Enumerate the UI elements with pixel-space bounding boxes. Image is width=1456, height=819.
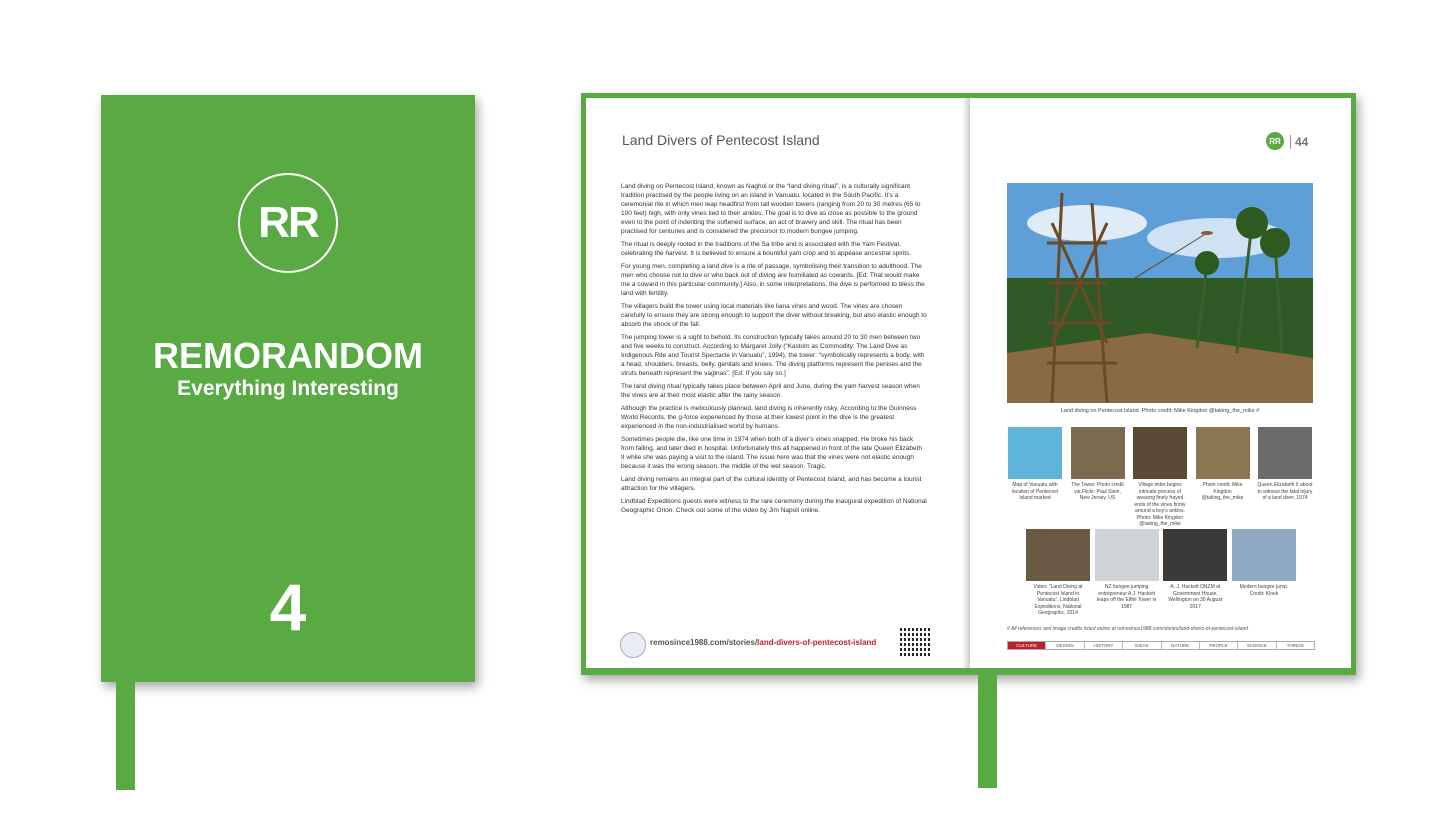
thumbnail[interactable] [1257,427,1313,528]
paragraph: The land diving ritual typically takes place between April and June, during the yam harvest season when the vines are at their most elastic after the rainy season. [621,383,920,399]
paragraph: The ritual is deeply rooted in the traditions of the Sa tribe and is associated with the Yam Festival, celebrating the harvest. It is believed to ensure a bountiful yam crop and to appease ancestral spirits. [621,241,912,257]
paragraph: Lindblad Expeditions guests were witness to the rare ceremony during the inaugural expedition of National Geographic Orion. Check out some of the video by Jim Napoli online. [621,498,927,514]
thumbnail-row [1026,529,1296,617]
article-body [621,182,927,519]
magazine-subtitle: Everything Interesting [177,377,399,400]
thumbnail-caption: Queen Elizabeth II about to witness the fatal injury of a land diver, 1974 [1257,482,1313,501]
category-tab-nature[interactable]: NATURE [1162,642,1200,649]
category-tab-history[interactable]: HISTORY [1085,642,1123,649]
brand-logo: RR [1266,132,1284,150]
category-tab-ideas[interactable]: IDEAS [1123,642,1161,649]
thumbnail-caption: NZ bungee jumping entrepreneur A.J. Hackett leaps off the Eiffel Tower in 1987 [1096,584,1157,610]
paragraph: Land diving remains an integral part of the cultural identity of Pentecost Island, and has become a tourist attraction for the villagers. [621,476,922,492]
photo-thumbnail [1095,529,1159,581]
paragraph: Although the practice is meticulously planned, land diving is inherently risky. According to the Guinness World Records, the g-force experienced by those at their lowest point in the dive is the greatest experienced in the non-industrialised world by humans. [621,405,917,430]
thumbnail-caption: Video: “Land Diving at Pentecost Island in Vanuatu”, Lindblad Expeditions, National Geographic, 2014 [1033,584,1083,616]
url-base: remosince1988.com/stories/ [650,638,758,647]
paragraph: Sometimes people die, like one time in 1974 when both of a diver’s vines snapped. He broke his back from falling, and later died in hospital. Unfortunately this all happened in front of the late Queen Elizabeth II while she was paying a visit to the island. The issue here was that the vines were not elastic enough because it was the wrong season, the middle of the wet season. Tragic. [621,436,922,470]
paragraph: The jumping tower is a sight to behold. Its construction typically takes around 20 to 30 men between two and five weeks to construct. According to Margaret Jolly (“Kastom as Commodity: The Land Dive as Indigenous Rite and Tourist Spectacle in Vanuatu”, 1994), the tower: “symbolically represents a body, with a head, shoulders, breasts, belly, genitals and knees. The diving platforms represent the penises and the struts beneath represent the vaginas”. [Ed: If you say so.] [621,334,925,377]
bookmark-ribbon [978,668,997,788]
thumbnail[interactable] [1195,427,1251,528]
paragraph: Land diving on Pentecost Island, known as Naghol or the “land diving ritual”, is a culturally significant tradition practised by the people living on an island in Vanuatu, located in the South Pacific. It’s a ceremonial rite in which men leap headfirst from tall wooden towers (ranging from 20 to 30 metres (65 to 100 feet) high, with only vines tied to their ankles. The goal is to dive as close as possible to the ground even to the point of indenting the softened surface, an act of bravery and skill. The ritual has been practised for centuries and is considered the precursor to modern bungee jumping. [621,183,921,235]
issue-number: 4 [269,570,307,644]
brand-logo: RR [238,173,338,273]
thumbnail-caption: Map of Vanuatu with location of Pentecost Island marked [1011,482,1059,501]
mascot-icon [620,632,646,658]
url-slug: land-divers-of-pentecost-island [757,638,877,647]
story-url[interactable] [650,638,876,647]
category-tab-people[interactable]: PEOPLE [1200,642,1238,649]
category-tab-design[interactable]: DESIGN [1046,642,1084,649]
photo-thumbnail [1232,529,1296,581]
paragraph: The villagers build the tower using local materials like liana vines and wood. The vines are chosen carefully to ensure they are strong enough to support the diver without breaking, but also elastic enough to absorb the shock of the fall. [621,303,927,328]
thumbnail-caption: Photo credit: Mike Kingdon @taking_the_mike [1201,482,1244,501]
land-diving-photo [1007,183,1313,403]
article-title: Land Divers of Pentecost Island [622,132,820,148]
category-bar [1007,641,1315,650]
photo-thumbnail [1071,427,1125,479]
closed-book-cover [101,95,475,682]
main-photo [1007,183,1313,403]
page-footer [620,626,932,660]
thumbnail[interactable] [1070,427,1126,528]
photo-thumbnail [1258,427,1312,479]
thumbnail[interactable] [1007,427,1063,528]
video-thumbnail [1026,529,1090,581]
main-photo-caption: Land diving on Pentecost Island. Photo credit: Mike Kingdon @taking_the_mike # [1060,408,1260,414]
thumbnail[interactable] [1163,529,1227,617]
page-number: 44 [1290,135,1308,149]
magazine-title: REMORANDOM [153,335,423,376]
references-note: # All references and image credits listed online at remosince1988.com/stories/land-divers-of-pentecost-island [1007,626,1249,632]
category-tab-things[interactable]: THINGS [1286,643,1304,648]
paragraph: For young men, completing a land dive is a rite of passage, symbolising their transition to adulthood. The men who choose not to dive or who back out of diving are humiliated as cowards. [Ed: That would make me a coward in this particular community.] Also, in some interpretations, the dive is performed to bless the land with fertility. [621,263,925,297]
thumbnail[interactable] [1095,529,1159,617]
thumbnail[interactable] [1232,529,1296,617]
thumbnail-caption: The Tower. Photo credit via Flickr: Paul Stein, New Jersey, US [1071,482,1124,501]
photo-thumbnail [1196,427,1250,479]
thumbnail[interactable] [1132,427,1188,528]
photo-thumbnail [1163,529,1227,581]
thumbnail-caption: A. J. Hackett ONZM at Government House, Wellington on 30 August 2017 [1168,584,1223,610]
category-tab-science[interactable]: SCIENCE [1238,642,1276,649]
map-thumbnail [1008,427,1062,479]
thumbnail[interactable] [1026,529,1090,617]
thumbnail-row [1007,427,1313,528]
thumbnail-caption: Village elder begins intricate process of weaving finely frayed ends of the vines firmly around a boy's ankles. Photo: Mike Kingdon @taking_the_mike [1134,482,1186,527]
category-tab-culture[interactable]: CULTURE [1008,642,1046,649]
bookmark-ribbon [116,675,135,790]
right-page [970,98,1351,668]
left-page [586,98,966,668]
thumbnail-caption: Modern bungee jump. Credit: Klook [1239,584,1289,597]
qr-code-icon [900,626,930,656]
photo-thumbnail [1133,427,1187,479]
